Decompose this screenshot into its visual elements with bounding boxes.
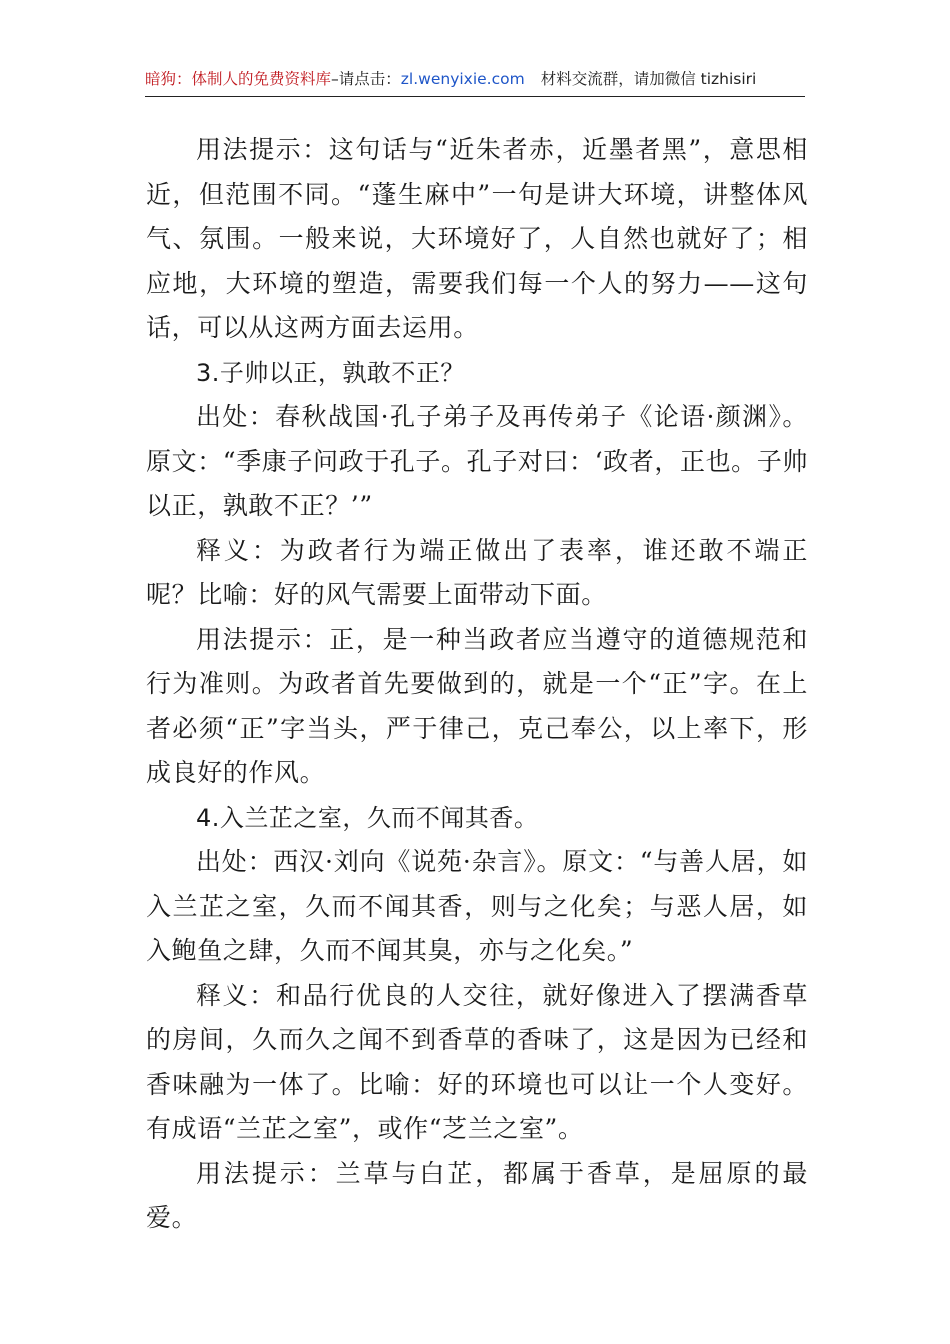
paragraph-source-4: 出处：西汉·刘向《说苑·杂言》。原文：“与善人居，如入兰芷之室，久而不闻其香，则与之化矣；与恶人居，如入鲍鱼之肆，久而不闻其臭，亦与之化矣。” xyxy=(146,847,808,965)
paragraph-usage-tip-4: 用法提示：兰草与白芷，都属于香草，是屈原的最爱。 xyxy=(146,1158,808,1232)
paragraph-source-3: 出处：春秋战国·孔子弟子及再传弟子《论语·颜渊》。原文：“季康子问政于孔子。孔子对曰：‘政者，正也。子帅以正，孰敢不正？’” xyxy=(146,402,808,520)
page-header xyxy=(145,62,805,97)
header-prompt: –请点击： xyxy=(331,70,401,88)
heading-item-4: 4.入兰芷之室，久而不闻其香。 xyxy=(196,803,539,832)
paragraph-meaning-4: 释义：和品行优良的人交往，就好像进入了摆满香草的房间，久而久之闻不到香草的香味了，这是因为已经和香味融为一体了。比喻：好的环境也可以让一个人变好。有成语“兰芷之室”，或作“芝兰之室”。 xyxy=(146,980,808,1143)
heading-item-3: 3.子帅以正，孰敢不正？ xyxy=(196,358,465,387)
document-body xyxy=(146,128,808,1241)
paragraph-usage-tip-1: 用法提示：这句话与“近朱者赤，近墨者黑”，意思相近，但范围不同。“蓬生麻中”一句是讲大环境，讲整体风气、氛围。一般来说，大环境好了，人自然也就好了；相应地，大环境的塑造，需要我们每一个人的努力——这句话，可以从这两方面去运用。 xyxy=(146,135,808,342)
header-wechat-note: 材料交流群，请加微信 tizhisiri xyxy=(540,70,757,88)
header-url-link[interactable]: zl.wenyixie.com xyxy=(400,70,525,88)
paragraph-meaning-3: 释义：为政者行为端正做出了表率，谁还敢不端正呢？比喻：好的风气需要上面带动下面。 xyxy=(146,535,808,609)
paragraph-usage-tip-3: 用法提示：正，是一种当政者应当遵守的道德规范和行为准则。为政者首先要做到的，就是一个“正”字。在上者必须“正”字当头，严于律己，克己奉公，以上率下，形成良好的作风。 xyxy=(146,624,808,787)
header-brand: 暗狗：体制人的免费资料库 xyxy=(145,70,332,88)
